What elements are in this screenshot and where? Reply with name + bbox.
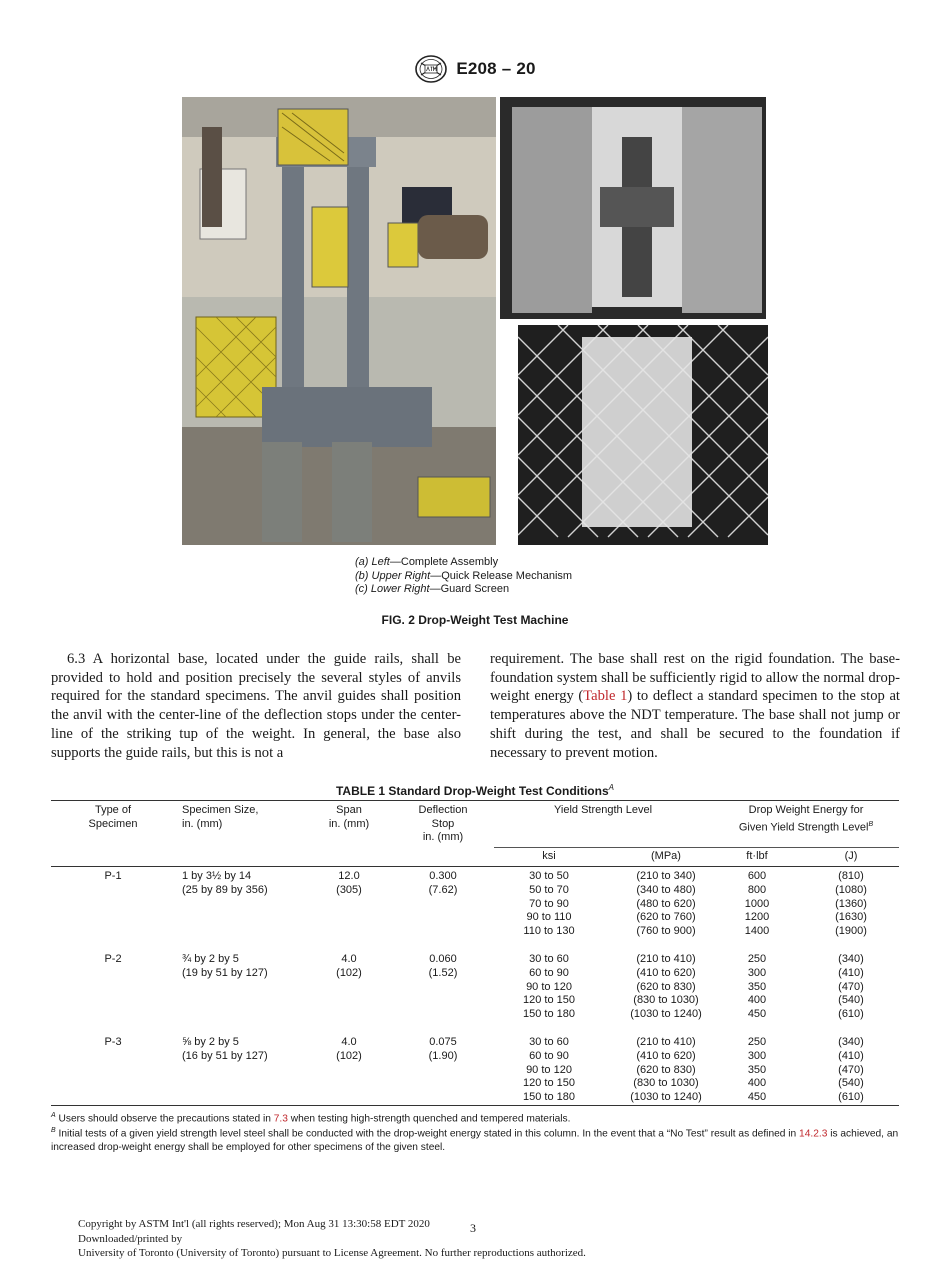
cell-energy-ftlbf: 450 <box>747 1008 767 1021</box>
cell-energy-ftlbf: 300 <box>747 966 767 979</box>
table-bottom-rule <box>51 1105 899 1106</box>
table-title-text: TABLE 1 Standard Drop-Weight Test Conditions <box>335 784 609 798</box>
header-text: Specimen <box>88 817 138 830</box>
cell-yield-mpa: (1030 to 1240) <box>630 1091 702 1104</box>
cell-deflection: 0.060 <box>429 953 457 965</box>
header-j: (J) <box>844 850 858 862</box>
cell-energy-j: (1900) <box>835 925 867 938</box>
cell-energy-j: (410) <box>838 966 864 979</box>
paragraph-text: 6.3 A horizontal base, located under the guide rails, shall be provided to hold and position precisely the several styles of anvils required for the standard specimens. The anvil guides shall position the anvil with the center-line of the deflection stops under the center-line of the striking tup of the weight. In general, the base also supports the guide rails, but this is not a <box>51 651 461 761</box>
cell-energy-ftlbf: 250 <box>747 1036 767 1048</box>
cell-energy-ftlbf: 300 <box>747 1049 767 1062</box>
footnote-text: Users should observe the precautions stated in <box>58 1113 274 1125</box>
caption-italic: Upper Right <box>371 569 431 582</box>
section-7-3-link[interactable]: 7.3 <box>273 1113 288 1125</box>
header-yield: Yield Strength Level <box>553 804 653 816</box>
header-ftlbf: ft·lbf <box>746 850 768 862</box>
cell-energy-j: (540) <box>838 1077 864 1090</box>
cell-span-mm: (102) <box>336 966 362 979</box>
cell-energy-ftlbf: 250 <box>747 953 767 965</box>
copyright-footer <box>78 1217 586 1261</box>
cell-yield-ksi: 50 to 70 <box>529 883 569 896</box>
header-energy <box>721 804 891 835</box>
cell-yield-ksi: 120 to 150 <box>523 1077 575 1090</box>
cell-energy-ftlbf: 400 <box>747 1077 767 1090</box>
cell-yield-mpa: (620 to 830) <box>636 1063 696 1076</box>
caption-line <box>355 583 572 597</box>
cell-yield-mpa: (620 to 830) <box>636 980 696 993</box>
cell-specimen-size: ¾ by 2 by 5 <box>182 953 239 965</box>
page-number: 3 <box>470 1221 476 1235</box>
header-type <box>73 804 153 831</box>
footer-line: Copyright by ASTM Int'l (all rights reserved); Mon Aug 31 13:30:58 EDT 2020 <box>78 1218 430 1230</box>
footnote-text: when testing high-strength quenched and tempered materials. <box>287 1113 571 1125</box>
cell-specimen-size-mm: (25 by 89 by 356) <box>182 883 268 896</box>
header-text: in. (mm) <box>328 817 370 830</box>
cell-yield-mpa: (210 to 340) <box>636 870 696 882</box>
cell-yield-mpa: (340 to 480) <box>636 883 696 896</box>
cell-span: 4.0 <box>341 1036 357 1048</box>
cell-yield-ksi: 60 to 90 <box>529 966 569 979</box>
header-text: in. (mm) <box>422 831 464 843</box>
footnote-b <box>51 1124 901 1155</box>
cell-yield-mpa: (830 to 1030) <box>633 994 699 1007</box>
cell-yield-mpa: (210 to 410) <box>636 953 696 965</box>
cell-yield-ksi: 110 to 130 <box>523 925 575 938</box>
table-title-note: A <box>608 783 614 792</box>
cell-span-mm: (305) <box>336 883 362 896</box>
cell-specimen-size-mm: (19 by 51 by 127) <box>182 966 268 979</box>
header-span <box>309 804 389 831</box>
header-text: Span <box>336 804 362 816</box>
cell-yield-mpa: (410 to 620) <box>636 966 696 979</box>
cell-specimen-type: P-2 <box>104 953 122 965</box>
caption-text: —Quick Release Mechanism <box>430 569 573 582</box>
cell-span: 4.0 <box>341 953 357 965</box>
cell-deflection: 0.300 <box>429 870 457 882</box>
cell-energy-ftlbf: 600 <box>747 870 767 882</box>
paragraph-6-3 <box>51 650 461 762</box>
table-1-link[interactable]: Table 1 <box>583 688 628 705</box>
cell-energy-ftlbf: 350 <box>747 980 767 993</box>
header-text: Specimen Size, <box>182 804 259 816</box>
cell-energy-j: (540) <box>838 994 864 1007</box>
cell-energy-j: (340) <box>838 953 864 965</box>
cell-energy-ftlbf: 1200 <box>744 911 770 924</box>
cell-specimen-size: 1 by 3½ by 14 <box>182 870 252 882</box>
header-ksi: ksi <box>542 850 556 862</box>
footnote-mark: B <box>51 1127 56 1134</box>
cell-energy-ftlbf: 350 <box>747 1063 767 1076</box>
figure-caption <box>355 556 572 597</box>
cell-yield-mpa: (1030 to 1240) <box>630 1008 702 1021</box>
cell-energy-ftlbf: 800 <box>747 883 767 896</box>
cell-yield-mpa: (210 to 410) <box>636 1036 696 1048</box>
cell-energy-ftlbf: 1000 <box>744 897 770 910</box>
cell-energy-j: (1080) <box>835 883 867 896</box>
footer-line: Downloaded/printed by <box>78 1232 183 1245</box>
cell-energy-j: (470) <box>838 980 864 993</box>
figure-title: FIG. 2 Drop-Weight Test Machine <box>381 613 569 627</box>
cell-span-mm: (102) <box>336 1049 362 1062</box>
cell-energy-j: (1630) <box>835 911 867 924</box>
section-14-2-3-link[interactable]: 14.2.3 <box>799 1128 828 1140</box>
cell-yield-ksi: 30 to 60 <box>529 953 569 965</box>
caption-italic: Left <box>371 556 390 568</box>
header-text: Deflection <box>418 804 468 816</box>
cell-yield-mpa: (480 to 620) <box>636 897 696 910</box>
header-text: Type of <box>94 804 132 816</box>
caption-text: —Complete Assembly <box>389 556 499 568</box>
cell-energy-j: (610) <box>838 1091 864 1104</box>
cell-energy-ftlbf: 400 <box>747 994 767 1007</box>
cell-energy-j: (1360) <box>835 897 867 910</box>
cell-deflection-mm: (7.62) <box>428 883 458 896</box>
caption-line <box>355 556 572 570</box>
header-mpa: (MPa) <box>651 850 681 862</box>
cell-specimen-size: ⅝ by 2 by 5 <box>182 1036 239 1048</box>
standard-designation: E208 – 20 <box>456 59 536 78</box>
cell-yield-ksi: 90 to 120 <box>526 980 572 993</box>
cell-energy-j: (340) <box>838 1036 864 1048</box>
cell-yield-ksi: 30 to 60 <box>529 1036 569 1048</box>
footnote-mark: A <box>51 1112 56 1119</box>
paragraph-text: ) to deflect a standard specimen to the stop at temperatures above the NDT temperature. The base shall not jump or shift during the test, and shall be secured to the foundation if necessary to prevent motion. <box>490 688 900 761</box>
caption-key: (b) <box>355 569 369 582</box>
caption-italic: Lower Right <box>370 583 430 595</box>
cell-yield-ksi: 120 to 150 <box>523 994 575 1007</box>
subheader-rule <box>494 847 899 848</box>
cell-yield-ksi: 60 to 90 <box>529 1049 569 1062</box>
caption-key: (c) <box>355 583 368 595</box>
header-size <box>182 804 258 831</box>
footnote-text: Initial tests of a given yield strength level steel shall be conducted with the drop-weight energy stated in this column. In the event that a “No Test” result as defined in <box>58 1128 800 1140</box>
cell-yield-mpa: (830 to 1030) <box>633 1077 699 1090</box>
cell-yield-mpa: (410 to 620) <box>636 1049 696 1062</box>
header-text: in. (mm) <box>182 817 223 830</box>
header-bottom-rule <box>51 866 899 867</box>
table-top-rule <box>51 800 899 801</box>
paragraph-text: requirement. The base shall rest on the rigid foundation. The base-foundation system shall be sufficiently rigid to allow the normal drop-weight energy ( <box>490 651 900 705</box>
footnote-text: is achieved, an increased drop-weight energy shall be employed for other specimens of the given steel. <box>51 1128 899 1154</box>
header-deflection <box>403 804 483 845</box>
caption-key: (a) <box>355 556 369 568</box>
cell-deflection-mm: (1.52) <box>428 966 458 979</box>
astm-logo <box>414 54 448 84</box>
cell-deflection-mm: (1.90) <box>428 1049 458 1062</box>
caption-line <box>355 570 572 584</box>
cell-specimen-size-mm: (16 by 51 by 127) <box>182 1049 268 1062</box>
page-header <box>0 54 950 84</box>
cell-energy-ftlbf: 450 <box>747 1091 767 1104</box>
cell-specimen-type: P-3 <box>104 1036 122 1048</box>
paragraph-continuation <box>490 650 900 762</box>
cell-yield-ksi: 90 to 110 <box>526 911 572 924</box>
cell-yield-ksi: 70 to 90 <box>529 897 569 910</box>
cell-energy-j: (610) <box>838 1008 864 1021</box>
cell-energy-ftlbf: 1400 <box>744 925 770 938</box>
cell-energy-j: (810) <box>838 870 864 882</box>
header-text: Stop <box>431 817 455 830</box>
cell-yield-ksi: 90 to 120 <box>526 1063 572 1076</box>
cell-energy-j: (470) <box>838 1063 864 1076</box>
header-text: Drop Weight Energy for <box>748 804 864 816</box>
cell-yield-ksi: 150 to 180 <box>523 1091 575 1104</box>
cell-yield-ksi: 150 to 180 <box>523 1008 575 1021</box>
cell-yield-ksi: 30 to 50 <box>529 870 569 882</box>
drop-weight-machine-photo <box>182 97 768 545</box>
header-text: Given Yield Strength Level <box>738 821 869 834</box>
cell-span: 12.0 <box>338 870 360 882</box>
cell-specimen-type: P-1 <box>104 870 122 882</box>
cell-yield-mpa: (620 to 760) <box>636 911 696 924</box>
header-text <box>721 818 891 835</box>
header-note: B <box>868 820 874 828</box>
footer-line: University of Toronto (University of Toronto) pursuant to License Agreement. No further reproductions authorized. <box>78 1247 586 1259</box>
table-title <box>0 783 950 798</box>
cell-deflection: 0.075 <box>429 1036 457 1048</box>
caption-text: —Guard Screen <box>429 583 510 595</box>
cell-energy-j: (410) <box>838 1049 864 1062</box>
cell-yield-mpa: (760 to 900) <box>636 925 696 938</box>
